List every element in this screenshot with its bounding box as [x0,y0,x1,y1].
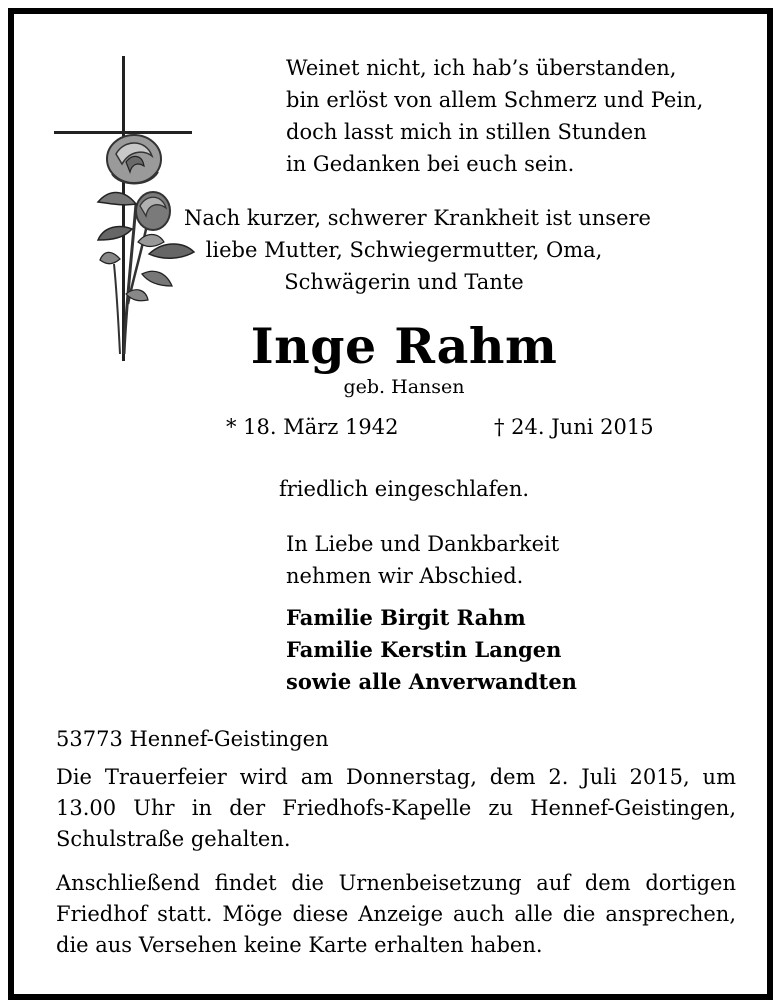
burial-paragraph [56,868,736,961]
farewell-text [286,528,559,592]
mourner-line: Familie Birgit Rahm [286,605,526,630]
farewell-line: In Liebe und Dankbarkeit [286,532,560,556]
poem-line: doch lasst mich in stillen Stunden [286,120,647,144]
obituary-card [8,8,773,1000]
birth-date: * 18. März 1942 [226,415,399,439]
poem-line: Weinet nicht, ich hab’s überstanden, [286,56,677,80]
farewell-line: nehmen wir Abschied. [286,564,524,588]
cross-with-roses-icon [54,54,204,374]
paragraph-line: die aus Versehen keine Karte erhalten haben. [56,933,543,957]
deceased-name: Inge Rahm [250,317,558,375]
paragraph-line: Schulstraße gehalten. [56,827,291,851]
mourner-line: Familie Kerstin Langen [286,637,562,662]
poem-line: in Gedanken bei euch sein. [286,152,575,176]
intro-line: Schwägerin und Tante [284,270,524,294]
paragraph-line: Die Trauerfeier wird am Donnerstag, dem 2. Juli 2015, um [56,765,736,789]
intro-line: Nach kurzer, schwerer Krankheit ist unsere [184,206,651,230]
passing-text: friedlich eingeschlafen. [278,477,530,501]
paragraph-line: Friedhof statt. Möge diese Anzeige auch alle die ansprechen, [56,902,736,926]
paragraph-line: 13.00 Uhr in der Friedhofs-Kapelle zu Hennef-Geistingen, [56,796,736,820]
announcement-intro [184,202,651,298]
poem-line: bin erlöst von allem Schmerz und Pein, [286,88,704,112]
paragraph-line: Anschließend findet die Urnenbeisetzung auf dem dortigen [56,871,736,895]
poem [286,52,703,180]
mourners-list [286,602,577,698]
intro-line: liebe Mutter, Schwiegermutter, Oma, [205,238,603,262]
mourner-line: sowie alle Anverwandten [286,669,577,694]
funeral-paragraph [56,762,736,855]
death-date: † 24. Juni 2015 [494,415,654,439]
location: 53773 Hennef-Geistingen [56,727,329,751]
birth-name: geb. Hansen [343,376,465,398]
